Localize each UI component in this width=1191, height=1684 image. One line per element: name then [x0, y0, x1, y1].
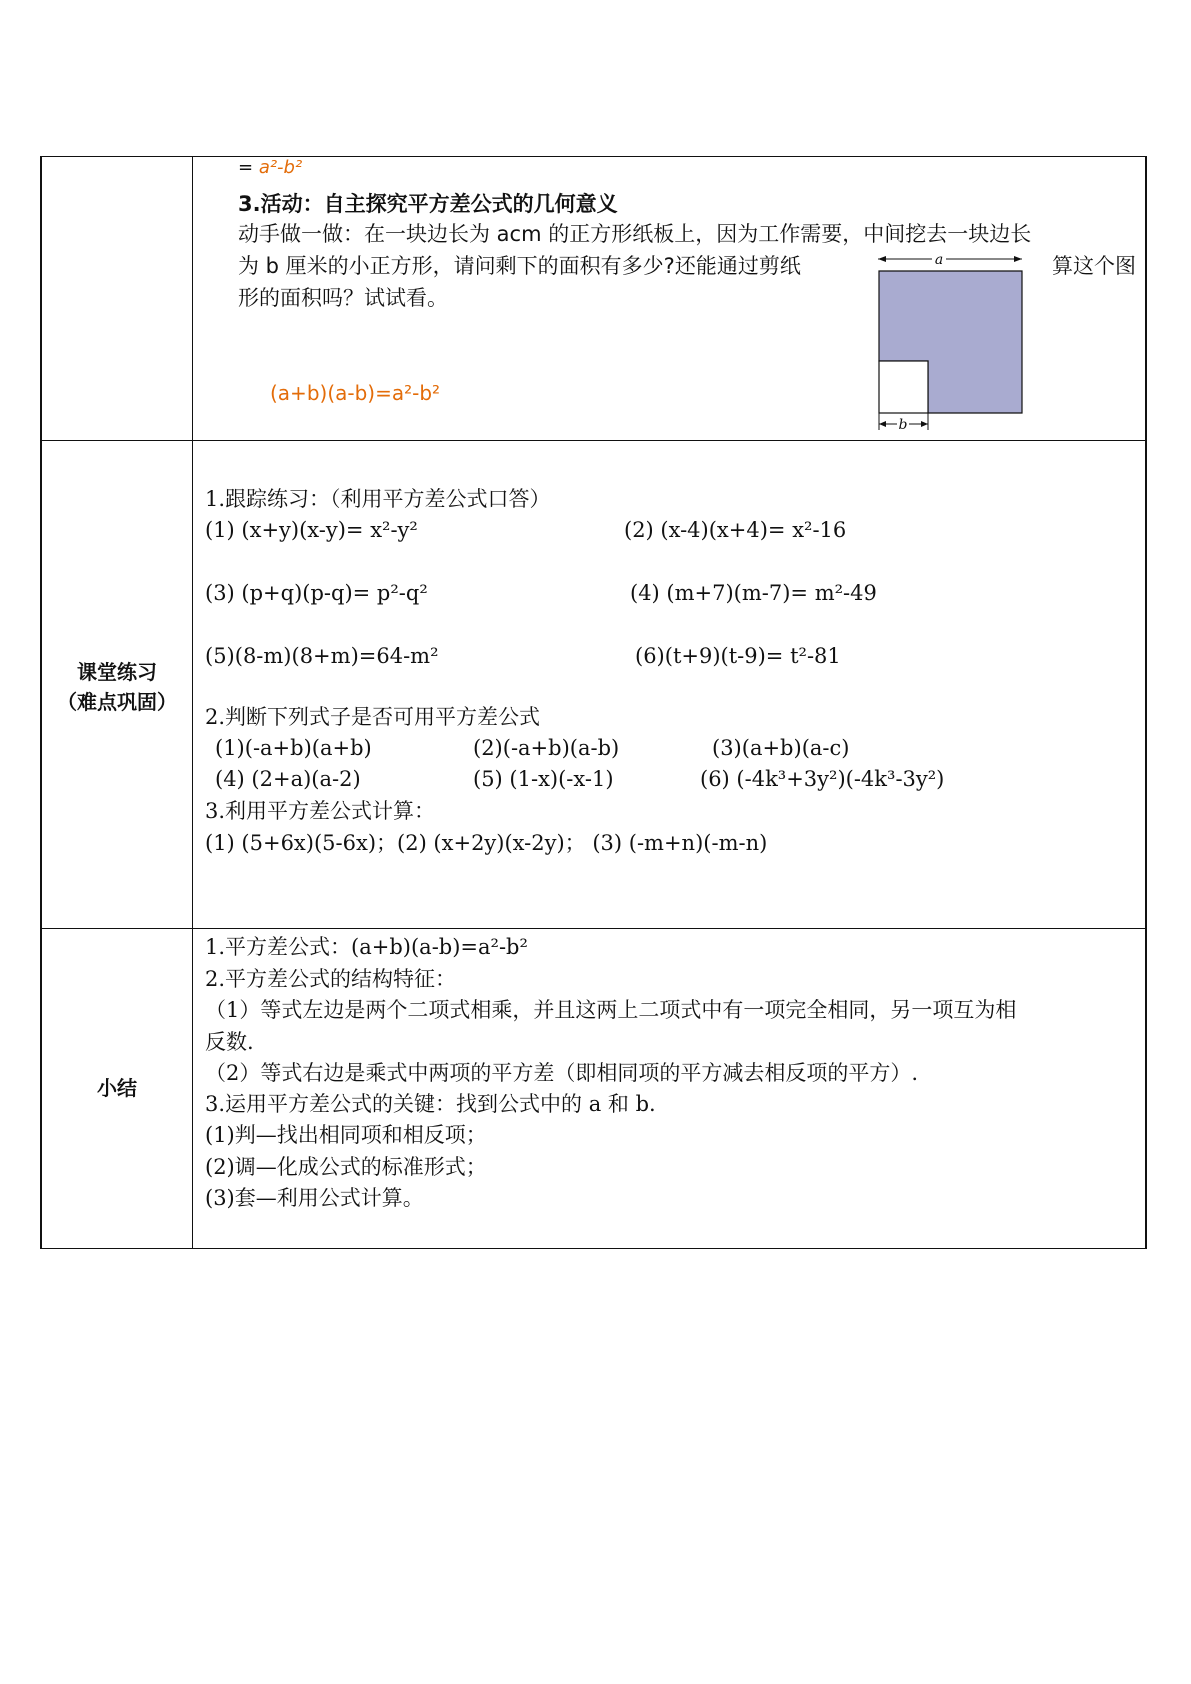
square-diagram-svg	[878, 252, 1028, 432]
square-diagram	[878, 252, 1028, 432]
row-label-practice	[42, 657, 192, 717]
q3-line: (1) (5+6x)(5-6x)；(2) (x+2y)(x-2y)； (3) (-m+n)(-m-n)	[205, 831, 768, 855]
q2-item-6: (6) (-4k³+3y²)(-4k³-3y²)	[700, 767, 945, 791]
arrow-right-b	[921, 421, 928, 427]
q1-item-5: (5)(8-m)(8+m)=64-m²	[205, 644, 439, 668]
activity-paragraph-line2: 为 b 厘米的小正方形，请问剩下的面积有多少?还能通过剪纸	[238, 254, 801, 278]
q1-item-4: (4) (m+7)(m-7)= m²-49	[630, 581, 877, 605]
arrow-left-b	[879, 421, 886, 427]
row-label-summary: 小结	[97, 1076, 137, 1100]
q2-item-5: (5) (1-x)(-x-1)	[473, 767, 614, 791]
equation-value: a²-b²	[258, 157, 303, 178]
label-b: b	[898, 417, 908, 432]
q2-item-4: (4) (2+a)(a-2)	[215, 767, 361, 791]
activity-paragraph-line3: 形的面积吗？试试看。	[238, 286, 448, 310]
activity-title: 3.活动：自主探究平方差公式的几何意义	[238, 192, 618, 216]
row-label-practice-line1: 课堂练习	[77, 660, 157, 684]
table-right-border	[1145, 157, 1147, 1248]
q2-title: 2.判断下列式子是否可用平方差公式	[205, 705, 541, 729]
q1-item-3: (3) (p+q)(p-q)= p²-q²	[205, 581, 428, 605]
summary-line-2: 2.平方差公式的结构特征：	[205, 967, 457, 991]
row-divider-1	[40, 440, 1147, 441]
equation-result	[238, 157, 302, 179]
summary-line-5: （2）等式右边是乘式中两项的平方差（即相同项的平方减去相反项的平方）.	[205, 1061, 919, 1085]
q2-item-2: (2)(-a+b)(a-b)	[473, 736, 620, 760]
summary-line-7: (1)判—找出相同项和相反项；	[205, 1123, 487, 1147]
summary-line-9: (3)套—利用公式计算。	[205, 1186, 424, 1210]
table-column-divider	[192, 157, 193, 1248]
q1-title: 1.跟踪练习：（利用平方差公式口答）	[205, 487, 551, 511]
q3-title: 3.利用平方差公式计算：	[205, 799, 436, 823]
q2-item-3: (3)(a+b)(a-c)	[712, 736, 850, 760]
activity-paragraph-line1: 动手做一做：在一块边长为 acm 的正方形纸板上，因为工作需要，中间挖去一块边长	[238, 222, 1032, 246]
activity-paragraph-line2-tail: 算这个图	[1052, 254, 1136, 278]
q1-item-6: (6)(t+9)(t-9)= t²-81	[635, 644, 841, 668]
q1-item-2: (2) (x-4)(x+4)= x²-16	[624, 518, 847, 542]
formula: (a+b)(a-b)=a²-b²	[270, 381, 441, 405]
row-label-practice-line2: （难点巩固）	[57, 690, 177, 714]
q2-item-1: (1)(-a+b)(a+b)	[215, 736, 372, 760]
equation-prefix: =	[238, 157, 259, 178]
summary-line-3: （1）等式左边是两个二项式相乘，并且这两上二项式中有一项完全相同，另一项互为相	[205, 998, 1017, 1022]
q1-item-1: (1) (x+y)(x-y)= x²-y²	[205, 518, 418, 542]
arrow-right-a	[1014, 256, 1022, 262]
summary-line-1: 1.平方差公式：(a+b)(a-b)=a²-b²	[205, 935, 528, 959]
label-a: a	[934, 252, 944, 268]
row-divider-2	[40, 928, 1147, 929]
summary-line-6: 3.运用平方差公式的关键：找到公式中的 a 和 b.	[205, 1092, 656, 1116]
summary-line-4: 反数.	[205, 1030, 254, 1054]
cut-out-square	[879, 361, 928, 413]
summary-line-8: (2)调—化成公式的标准形式；	[205, 1155, 487, 1179]
arrow-left-a	[878, 256, 886, 262]
